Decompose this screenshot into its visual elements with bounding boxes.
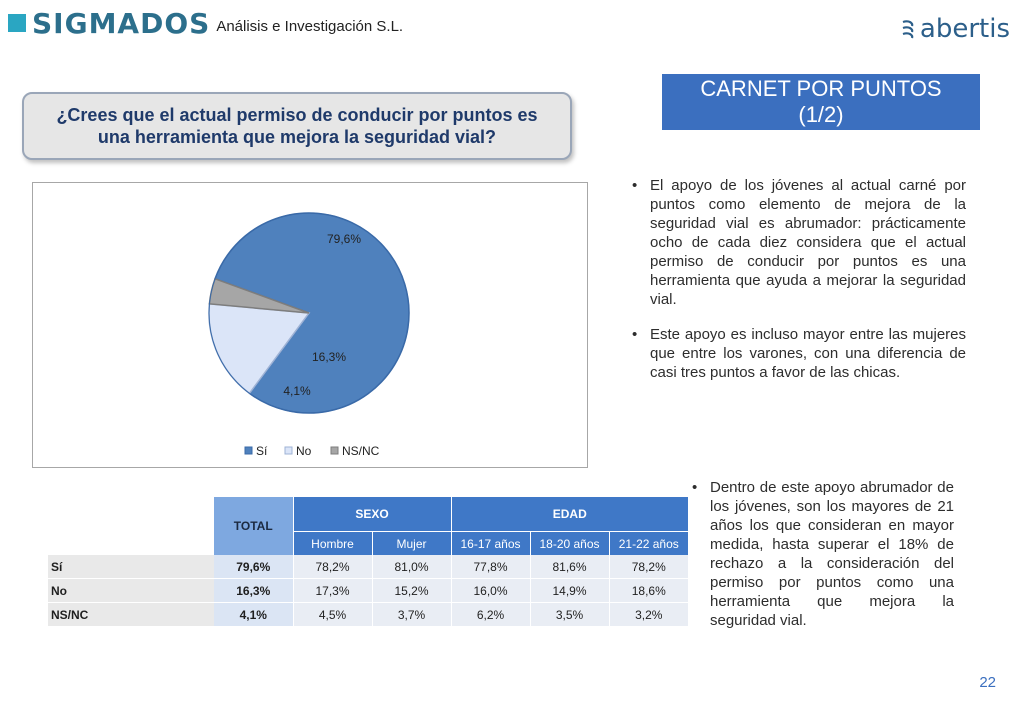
legend-label: Sí [256,444,268,458]
table-header-total: TOTAL [214,497,293,555]
results-table [48,497,688,626]
table-subheader: Hombre [293,532,372,556]
pie-data-label: 79,6% [326,232,362,246]
bullet-list [632,176,966,398]
legend-swatch [331,447,338,454]
cell: 81,6% [530,555,609,579]
cell: 3,7% [372,603,451,627]
bullet-item [692,478,954,630]
logo-square-icon [8,14,26,32]
pie-chart [32,182,588,468]
cell: 81,0% [372,555,451,579]
cell: 18,6% [609,579,688,603]
row-label: No [48,579,214,603]
cell: 17,3% [293,579,372,603]
bullet-dot-icon: • [632,177,638,194]
table-subheader: 16-17 años [451,532,530,556]
cell: 3,5% [530,603,609,627]
cell: 78,2% [293,555,372,579]
row-label: NS/NC [48,603,214,627]
cell: 16,0% [451,579,530,603]
pie-data-label: 16,3% [311,350,347,364]
pie-chart-svg [33,183,587,467]
legend-swatch [245,447,252,454]
bullet-item [632,325,966,382]
bullet-item [632,176,966,309]
slide-title [662,74,980,130]
bullet-list-secondary [692,478,954,646]
table-subheader: Mujer [372,532,451,556]
pie-data-label: 4,1% [283,384,311,398]
cell: 77,8% [451,555,530,579]
cell-total: 79,6% [214,555,293,579]
row-label: Sí [48,555,214,579]
table-header-edad: EDAD [451,497,688,532]
table-row [48,579,688,603]
cell: 3,2% [609,603,688,627]
legend-swatch [285,447,292,454]
slide-title-line1: CARNET POR PUNTOS [700,76,942,101]
logo-text: SIGMADOS [32,6,211,40]
bullet-text: Dentro de este apoyo abrumador de los jóvenes, son los mayores de 21 años los que consideran en mayor medida, hasta superar el 18% de rechazo a la consideración del permiso por puntos como una herramienta que mejora la seguridad vial. [710,479,954,629]
cell: 15,2% [372,579,451,603]
table-row [48,603,688,627]
abertis-mark-icon [900,19,916,39]
bullet-text: Este apoyo es incluso mayor entre las mujeres que entre los varones, con una diferencia de casi tres puntos a favor de las chicas. [650,326,966,381]
sigmados-logo [8,8,403,38]
cell-total: 4,1% [214,603,293,627]
table-subheader: 18-20 años [530,532,609,556]
cell: 6,2% [451,603,530,627]
bullet-text: El apoyo de los jóvenes al actual carné por puntos como elemento de mejora de la seguridad vial es abrumador: prácticamente ocho de cada diez considera que el actual permiso de conducir por puntos es una herramienta que ayuda a mejorar la seguridad vial. [650,177,966,308]
table-header-sexo: SEXO [293,497,451,532]
page-number: 22 [979,674,996,691]
survey-question-text: ¿Crees que el actual permiso de conducir por puntos es una herramienta que mejora la seguridad vial? [56,105,538,147]
cell: 78,2% [609,555,688,579]
bullet-dot-icon: • [632,326,638,343]
table-subheader: 21-22 años [609,532,688,556]
slide-title-line2: (1/2) [798,102,844,127]
legend-label: No [296,444,312,458]
survey-question [22,92,572,160]
logo-subtitle: Análisis e Investigación S.L. [216,17,404,35]
table-row [48,555,688,579]
bullet-dot-icon: • [692,479,698,496]
cell: 4,5% [293,603,372,627]
abertis-text: abertis [919,14,1010,44]
cell: 14,9% [530,579,609,603]
cell-total: 16,3% [214,579,293,603]
abertis-logo [900,14,1010,44]
legend-label: NS/NC [342,444,380,458]
